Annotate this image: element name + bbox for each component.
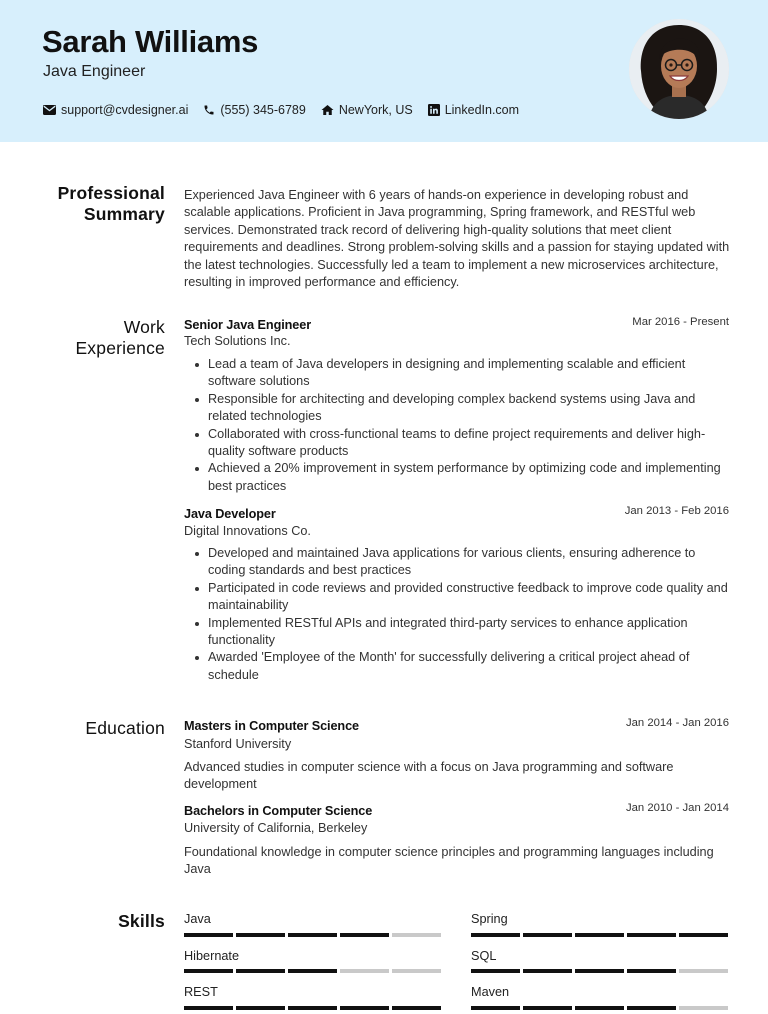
skill-level-segment	[471, 1006, 520, 1010]
skill-level-segment	[340, 933, 389, 937]
school-name: Stanford University	[184, 737, 292, 751]
list-item: Collaborated with cross-functional teams to define project requirements and deliver high-quality software products	[184, 426, 732, 461]
avatar	[629, 19, 729, 119]
section-heading-skills	[30, 911, 165, 932]
school-name: University of California, Berkeley	[184, 821, 368, 835]
skill-level-segment	[392, 933, 441, 937]
skill-level-segment	[523, 969, 572, 973]
section-heading-line: Education	[85, 718, 165, 738]
skill-level-segment	[523, 1006, 572, 1010]
section-heading-experience	[30, 317, 165, 359]
skill-level-bar	[471, 933, 728, 937]
skill-level-segment	[575, 933, 624, 937]
skill-level-segment	[340, 1006, 389, 1010]
home-icon	[321, 104, 334, 116]
skill-name: SQL	[471, 949, 497, 963]
skill-level-segment	[575, 1006, 624, 1010]
resume-header	[0, 0, 768, 142]
list-item: Lead a team of Java developers in designing and implementing scalable and efficient software solutions	[184, 356, 732, 391]
education-dates: Jan 2014 - Jan 2016	[625, 717, 729, 729]
contact-email[interactable]	[43, 103, 188, 117]
skill-level-segment	[236, 969, 285, 973]
skill-level-segment	[471, 933, 520, 937]
skill-level-segment	[236, 933, 285, 937]
education-description: Foundational knowledge in computer science principles and programming languages including Java	[184, 845, 714, 877]
degree-title: Bachelors in Computer Science	[184, 804, 373, 818]
section-heading-line: Professional	[57, 183, 165, 203]
contact-linkedin[interactable]	[428, 103, 519, 117]
section-heading-line: Summary	[83, 204, 165, 224]
linkedin-text: LinkedIn.com	[444, 103, 520, 117]
list-item: Responsible for architecting and developing complex backend systems using Java and related technologies	[184, 391, 732, 426]
company-name: Digital Innovations Co.	[184, 524, 311, 538]
job-title-headline: Java Engineer	[43, 63, 146, 80]
list-item: Developed and maintained Java applications for various clients, ensuring adherence to coding standards and best practices	[184, 545, 732, 580]
section-heading-line: Work	[123, 317, 165, 337]
skill-name: Java	[184, 912, 211, 926]
skill-level-segment	[471, 969, 520, 973]
contact-info	[43, 101, 534, 119]
skill-level-bar	[471, 1006, 728, 1010]
candidate-name: Sarah Williams	[42, 24, 259, 59]
skill-level-segment	[679, 1006, 728, 1010]
skill-level-segment	[575, 969, 624, 973]
skill-level-segment	[184, 933, 233, 937]
job-bullet-list	[184, 356, 732, 495]
degree-title: Masters in Computer Science	[184, 719, 359, 733]
summary-text: Experienced Java Engineer with 6 years of hands-on experience in developing robust and scalable applications. Proficient in Java programming, Spring framework, and RESTful web services. Demonstrated track record of delivering high-quality solutions that meet client requirements and deadlines. Strong problem-solving skills and a passion for staying updated with the latest technologies. Successfully led a team to implement a new microservices architecture, resulting in improved performance and efficiency.	[184, 188, 730, 290]
location-text: NewYork, US	[338, 103, 413, 117]
skill-level-segment	[627, 933, 676, 937]
skill-level-segment	[288, 969, 337, 973]
education-dates: Jan 2010 - Jan 2014	[625, 802, 729, 814]
skill-level-segment	[679, 933, 728, 937]
skill-name: Spring	[471, 912, 508, 926]
linkedin-icon	[428, 104, 440, 116]
phone-icon	[203, 104, 215, 116]
skill-level-bar	[184, 1006, 441, 1010]
section-heading-education	[30, 718, 165, 739]
skill-level-segment	[679, 969, 728, 973]
contact-location	[321, 103, 413, 117]
skill-level-segment	[523, 933, 572, 937]
skill-level-bar	[184, 933, 441, 937]
skill-level-segment	[627, 969, 676, 973]
email-text: support@cvdesigner.ai	[61, 103, 189, 117]
contact-phone[interactable]	[203, 103, 305, 117]
skill-level-segment	[392, 969, 441, 973]
section-heading-summary	[30, 183, 165, 225]
skill-level-segment	[392, 1006, 441, 1010]
job-title: Senior Java Engineer	[184, 318, 312, 332]
job-title: Java Developer	[184, 507, 276, 521]
job-bullet-list	[184, 545, 732, 684]
skill-level-segment	[340, 969, 389, 973]
education-description: Advanced studies in computer science with a focus on Java programming and software development	[184, 760, 674, 792]
company-name: Tech Solutions Inc.	[184, 334, 291, 348]
list-item: Achieved a 20% improvement in system performance by optimizing code and implementing best practices	[184, 460, 732, 495]
skill-level-segment	[627, 1006, 676, 1010]
skill-level-segment	[288, 1006, 337, 1010]
envelope-icon	[43, 105, 56, 115]
section-heading-line: Skills	[118, 911, 165, 931]
skill-level-bar	[184, 969, 441, 973]
skill-level-segment	[184, 1006, 233, 1010]
list-item: Implemented RESTful APIs and integrated third-party services to enhance application functionality	[184, 615, 732, 650]
skill-name: Hibernate	[184, 949, 240, 963]
phone-text: (555) 345-6789	[220, 103, 306, 117]
skill-level-segment	[184, 969, 233, 973]
skill-level-segment	[236, 1006, 285, 1010]
skill-name: Maven	[471, 985, 510, 999]
list-item: Awarded 'Employee of the Month' for successfully delivering a critical project ahead of schedule	[184, 649, 732, 684]
skill-name: REST	[184, 985, 218, 999]
skill-level-bar	[471, 969, 728, 973]
job-dates: Jan 2013 - Feb 2016	[624, 505, 729, 517]
skill-level-segment	[288, 933, 337, 937]
list-item: Participated in code reviews and provided constructive feedback to improve code quality and maintainability	[184, 580, 732, 615]
section-heading-line: Experience	[75, 338, 165, 358]
job-dates: Mar 2016 - Present	[632, 316, 729, 328]
